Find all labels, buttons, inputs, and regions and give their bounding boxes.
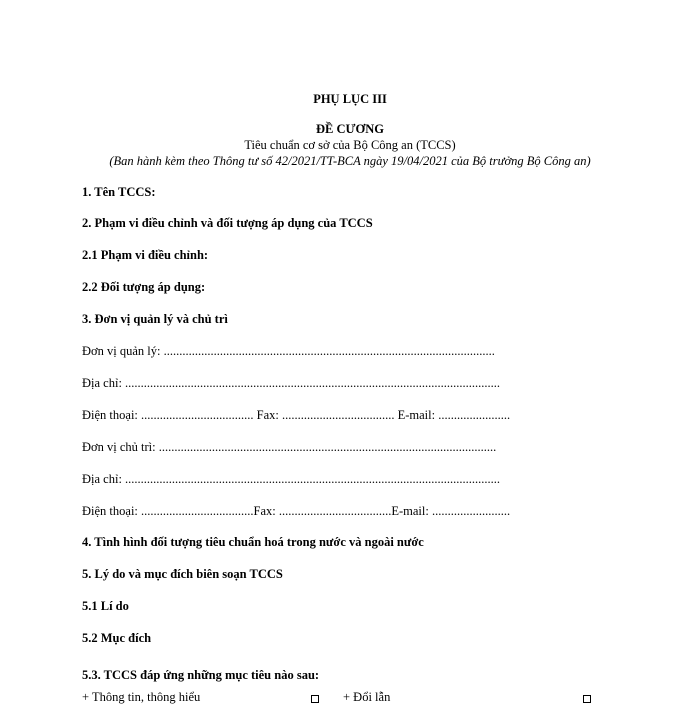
section-2-heading: 2. Phạm vi điều chỉnh và đối tượng áp dụng của TCCS — [82, 216, 373, 230]
section-4-heading: 4. Tình hình đối tượng tiêu chuẩn hoá trong nước và ngoài nước — [82, 535, 424, 549]
section-5-3-heading: 5.3. TCCS đáp ứng những mục tiêu nào sau: — [82, 668, 320, 682]
section-2-1-heading: 2.1 Phạm vi điều chỉnh: — [82, 248, 209, 262]
appendix-heading: PHỤ LỤC III — [313, 92, 387, 106]
section-5-heading: 5. Lý do và mục đích biên soạn TCCS — [82, 567, 283, 581]
lead-unit-field: Đơn vị chủ trì: ............................................................................................................ — [82, 440, 497, 454]
goal-information-checkbox[interactable] — [311, 695, 319, 703]
section-5-2-heading: 5.2 Mục đích — [82, 631, 152, 645]
issued-note: (Ban hành kèm theo Thông tư số 42/2021/TT-BCA ngày 19/04/2021 của Bộ trưởng Bộ Công an) — [109, 154, 591, 168]
lead-contact-field: Điện thoại: ....................................Fax: ....................................E-mail: ......................... — [82, 504, 511, 518]
goal-item-interchange: + Đổi lẫn — [343, 690, 391, 704]
management-contact-field: Điện thoại: .................................... Fax: .................................... E-mail: ....................... — [82, 408, 511, 422]
section-3-heading: 3. Đơn vị quản lý và chủ trì — [82, 312, 228, 326]
goal-interchange-checkbox[interactable] — [583, 695, 591, 703]
management-address-field: Địa chỉ: ........................................................................................................................ — [82, 376, 501, 390]
management-unit-field: Đơn vị quản lý: .......................................................................................................... — [82, 344, 495, 358]
document-title: ĐỀ CƯƠNG — [316, 122, 384, 136]
goal-item-information: + Thông tin, thông hiểu — [82, 690, 201, 704]
section-2-2-heading: 2.2 Đối tượng áp dụng: — [82, 280, 206, 294]
section-5-1-heading: 5.1 Lí do — [82, 599, 129, 613]
section-1-heading: 1. Tên TCCS: — [82, 185, 156, 199]
document-subtitle: Tiêu chuẩn cơ sở của Bộ Công an (TCCS) — [244, 138, 456, 152]
lead-address-field: Địa chỉ: ........................................................................................................................ — [82, 472, 501, 486]
